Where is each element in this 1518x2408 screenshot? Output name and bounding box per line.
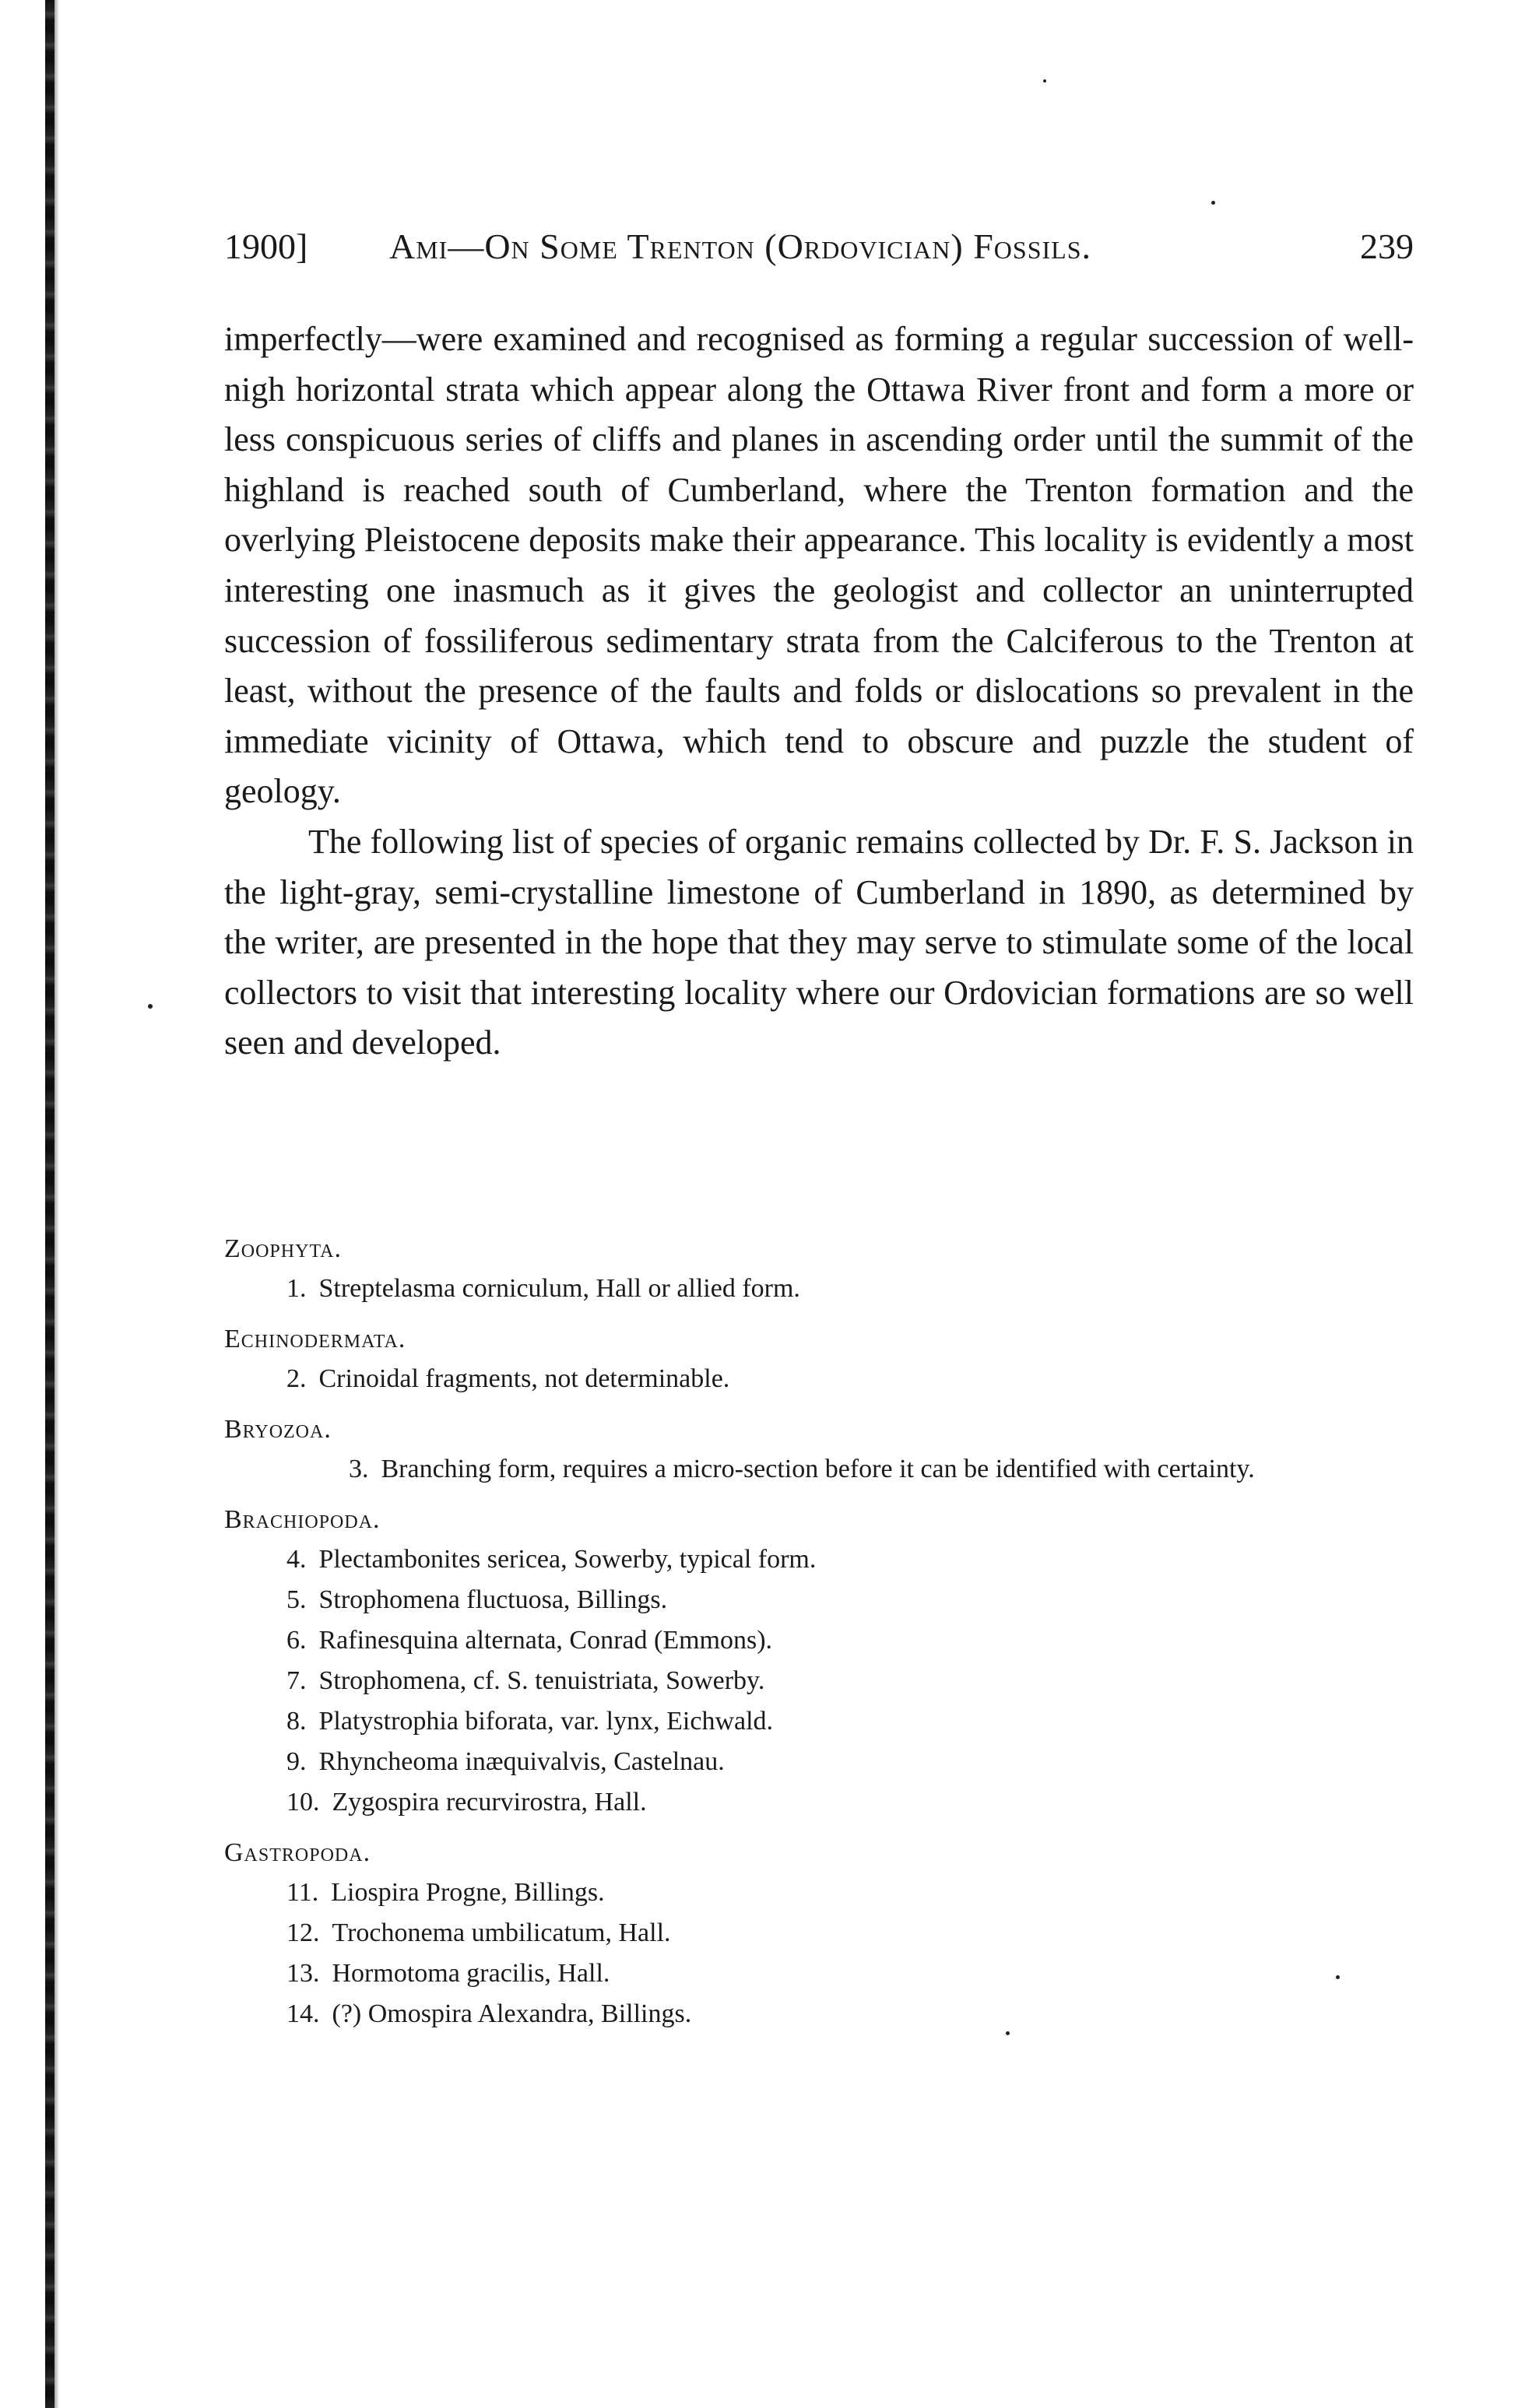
item-text: Hormotoma gracilis, Hall. [332, 1959, 610, 1988]
print-speck [1043, 79, 1046, 82]
header-year: 1900] [224, 226, 308, 266]
page-binding-edge [45, 0, 54, 2408]
item-text: Rafinesquina alternata, Conrad (Emmons). [318, 1626, 773, 1655]
item-text: Zygospira recurvirostra, Hall. [332, 1788, 647, 1817]
item-number: 1. [286, 1274, 307, 1303]
item-number: 8. [286, 1707, 307, 1736]
section-bryozoa [224, 1410, 1414, 1490]
section-heading: Brachiopoda. [224, 1505, 381, 1534]
item-text: Streptelasma corniculum, Hall or allied form. [318, 1274, 800, 1303]
section-heading: Echinodermata. [224, 1325, 406, 1353]
item-number: 7. [286, 1666, 307, 1695]
item-text: Platystrophia biforata, var. lynx, Eichwald. [318, 1707, 774, 1736]
item-number: 2. [286, 1364, 307, 1393]
section-gastropoda [224, 1834, 1414, 2034]
list-item [286, 1701, 1414, 1742]
item-number: 6. [286, 1626, 307, 1655]
item-text: Plectambonites sericea, Sowerby, typical form. [318, 1545, 817, 1574]
list-item [286, 1580, 1414, 1620]
species-list [224, 1230, 1414, 2045]
section-brachiopoda [224, 1501, 1414, 1823]
item-number: 10. [286, 1788, 320, 1817]
list-item [286, 1539, 1414, 1580]
item-text: Rhyncheoma inæquivalvis, Castelnau. [318, 1747, 725, 1776]
section-echinodermata [224, 1320, 1414, 1399]
item-number: 3. [349, 1455, 369, 1483]
item-number: 14. [286, 1999, 320, 2028]
item-number: 11. [286, 1878, 319, 1907]
item-text: Strophomena fluctuosa, Billings. [318, 1585, 668, 1614]
item-number: 13. [286, 1959, 320, 1988]
section-heading: Bryozoa. [224, 1415, 332, 1444]
paragraph: imperfectly—were examined and recognised as forming a regular succession of well-nigh horizontal strata which appear along the Ottawa River front and form a more or less conspicuous series of cliffs and planes in ascending order until the summit of the highland is reached south of Cumberland, where the Trenton formation and the overlying Pleistocene deposits make their appearance. This locality is evidently a most interesting one inasmuch as it gives the geologist and collector an uninterrupted succession of fossiliferous sedimentary strata from the Calciferous to the Trenton at least, without the presence of the faults and folds or dislocations so prevalent in the immediate vicinity of Ottawa, which tend to obscure and puzzle the student of geology. [224, 320, 1414, 811]
item-number: 5. [286, 1585, 307, 1614]
page-number: 239 [1360, 226, 1414, 266]
list-item [286, 1742, 1414, 1782]
item-text: (?) Omospira Alexandra, Billings. [332, 1999, 692, 2028]
item-text: Crinoidal fragments, not determinable. [318, 1364, 730, 1393]
list-item [286, 1661, 1414, 1701]
list-item [286, 1953, 1414, 1994]
item-text: Branching form, requires a micro-section before it can be identified with certainty. [381, 1455, 1255, 1483]
section-heading: Zoophyta. [224, 1234, 343, 1263]
list-item [286, 1782, 1414, 1823]
header-title: Ami—On Some Trenton (Ordovician) Fossils. [389, 226, 1091, 266]
list-item [286, 1994, 1414, 2034]
paragraph: The following list of species of organic remains collected by Dr. F. S. Jackson in the light-gray, semi-crystalline limestone of Cumberland in 1890, as determined by the writer, are presented in the hope that they may serve to stimulate some of the local collectors to visit that interesting locality where our Ordovician formations are so well seen and developed. [224, 822, 1414, 1062]
body-text [224, 314, 1414, 1069]
print-speck [148, 1004, 153, 1009]
list-item [286, 1359, 1414, 1399]
page-binding-shadow [54, 0, 59, 2408]
print-speck [1211, 201, 1215, 205]
item-text: Strophomena, cf. S. tenuistriata, Sowerby. [318, 1666, 765, 1695]
section-heading: Gastropoda. [224, 1838, 371, 1867]
item-text: Trochonema umbilicatum, Hall. [332, 1918, 671, 1947]
item-text: Liospira Progne, Billings. [331, 1878, 605, 1907]
list-item [286, 1269, 1414, 1309]
list-item [286, 1620, 1414, 1661]
item-number: 12. [286, 1918, 320, 1947]
running-head [224, 219, 1414, 274]
list-item [286, 1873, 1414, 1913]
list-item [224, 1449, 1414, 1490]
list-item [286, 1913, 1414, 1953]
item-number: 4. [286, 1545, 307, 1574]
section-zoophyta [224, 1230, 1414, 1309]
item-number: 9. [286, 1747, 307, 1776]
